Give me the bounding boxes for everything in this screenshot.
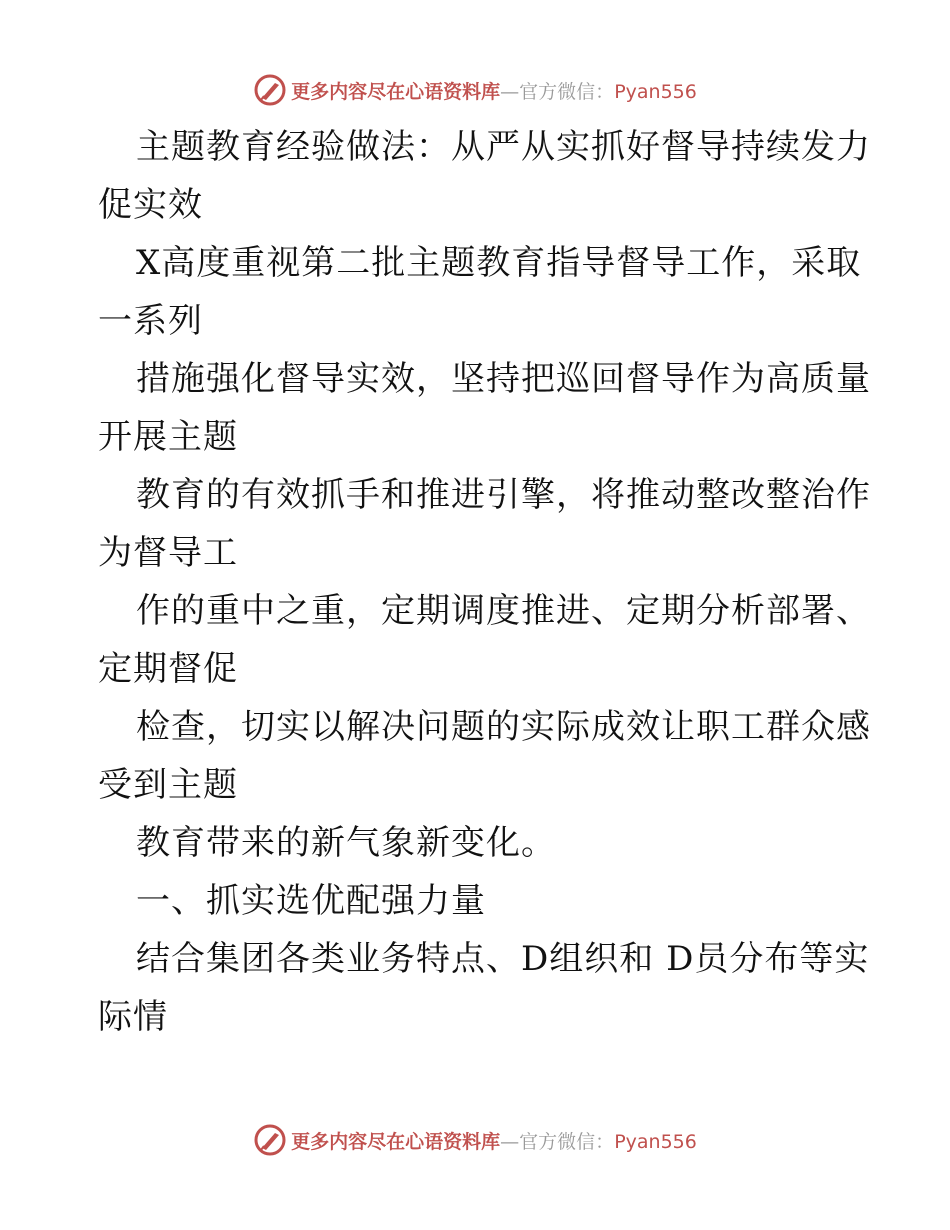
paragraph-line: 定期督促 bbox=[98, 649, 238, 689]
paragraph-line: 为督导工 bbox=[98, 533, 238, 573]
paragraph-line: 教育的有效抓手和推进引擎，将推动整改整治作 bbox=[136, 475, 871, 515]
banner-text bbox=[291, 77, 697, 104]
doc-title-line-2: 促实效 bbox=[98, 185, 203, 225]
paragraph-line: 开展主题 bbox=[98, 417, 238, 457]
paragraph-line: 际情 bbox=[98, 997, 168, 1037]
banner-dash: — bbox=[500, 80, 520, 103]
banner-dash: — bbox=[500, 1130, 520, 1153]
paragraph-line: 教育带来的新气象新变化。 bbox=[136, 823, 556, 863]
banner-wechat-label: 官方微信： bbox=[519, 1130, 615, 1153]
paragraph-line: 结合集团各类业务特点、D组织和 D员分布等实 bbox=[136, 939, 870, 979]
document-body bbox=[98, 118, 871, 1046]
banner-wechat-label: 官方微信： bbox=[519, 80, 615, 103]
footer-banner bbox=[0, 1120, 950, 1160]
doc-title-line-1: 主题教育经验做法：从严从实抓好督导持续发力 bbox=[136, 127, 871, 167]
paragraph-line: 作的重中之重，定期调度推进、定期分析部署、 bbox=[136, 591, 871, 631]
paragraph-line: 措施强化督导实效，坚持把巡回督导作为高质量 bbox=[136, 359, 871, 399]
section-heading: 一、抓实选优配强力量 bbox=[136, 881, 486, 921]
banner-site-name: 更多内容尽在心语资料库 bbox=[291, 1130, 501, 1153]
banner-wechat-id: Pyan556 bbox=[614, 80, 697, 103]
header-banner bbox=[0, 70, 950, 110]
quill-pen-logo-icon bbox=[253, 73, 287, 107]
banner-text bbox=[291, 1127, 697, 1154]
banner-wechat-id: Pyan556 bbox=[614, 1130, 697, 1153]
paragraph-line: 受到主题 bbox=[98, 765, 238, 805]
paragraph-line: X高度重视第二批主题教育指导督导工作，采取 bbox=[136, 243, 862, 283]
paragraph-line: 一系列 bbox=[98, 301, 203, 341]
paragraph-line: 检查，切实以解决问题的实际成效让职工群众感 bbox=[136, 707, 871, 747]
banner-site-name: 更多内容尽在心语资料库 bbox=[291, 80, 501, 103]
quill-pen-logo-icon bbox=[253, 1123, 287, 1157]
